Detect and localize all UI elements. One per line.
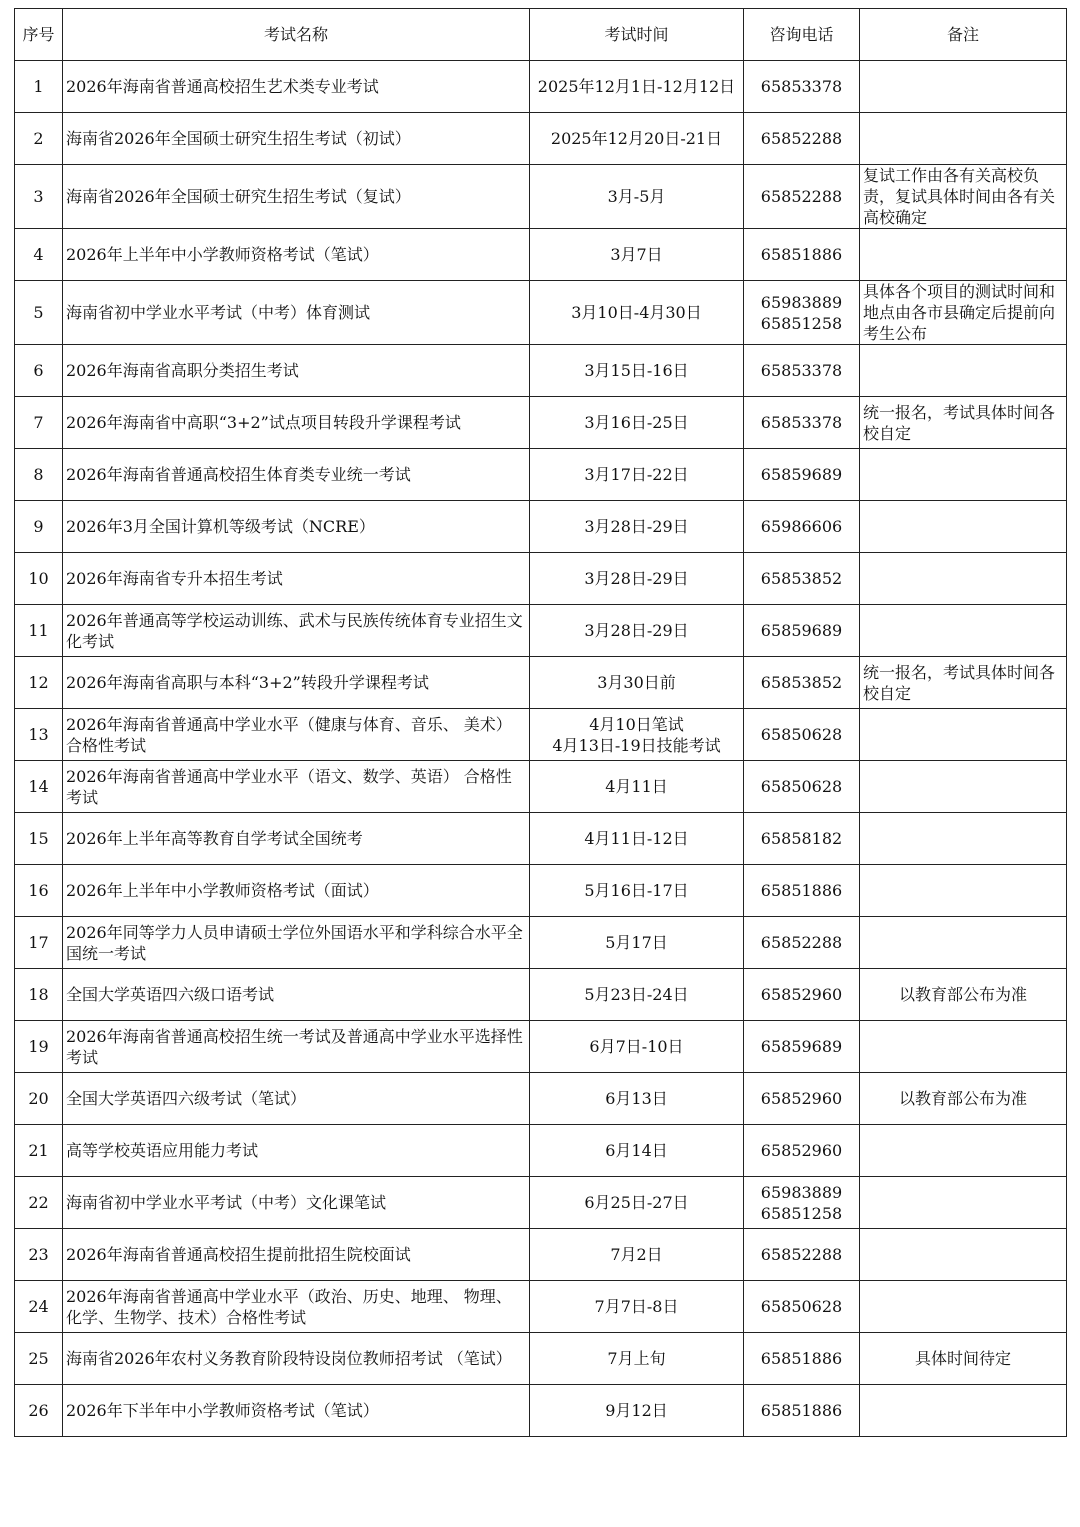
contact-phone-text: 65850628: [760, 725, 843, 744]
exam-note-text: 统一报名，考试具体时间各校自定: [863, 402, 1056, 443]
row-number-text: 21: [28, 1141, 49, 1160]
exam-time: [530, 1073, 744, 1125]
exam-time-text: 5月16日-17日: [584, 881, 689, 900]
exam-time-text: 9月12日: [605, 1401, 668, 1420]
exam-time-text: 6月25日-27日: [584, 1193, 689, 1212]
exam-time: [530, 553, 744, 605]
exam-note: [860, 113, 1067, 165]
contact-phone: [744, 605, 860, 657]
row-number-text: 17: [28, 933, 49, 952]
table-row: [15, 61, 1067, 113]
exam-name-text: 2026年海南省普通高校招生提前批招生院校面试: [66, 1245, 411, 1264]
exam-name: [63, 345, 530, 397]
contact-phone-text: 65986606: [760, 517, 843, 536]
exam-note: [860, 1073, 1067, 1125]
table-row: [15, 1021, 1067, 1073]
exam-name: [63, 113, 530, 165]
exam-name: [63, 709, 530, 761]
exam-name-text: 海南省初中学业水平考试（中考）文化课笔试: [66, 1193, 387, 1212]
contact-phone-text: 65850628: [760, 777, 843, 796]
contact-phone: [744, 397, 860, 449]
exam-time: [530, 1385, 744, 1437]
contact-phone-text: 65851886: [760, 1401, 843, 1420]
table-row: [15, 1385, 1067, 1437]
row-number-text: 7: [33, 413, 44, 432]
row-number: [15, 657, 63, 709]
exam-note: [860, 449, 1067, 501]
exam-name: [63, 553, 530, 605]
table-row: [15, 229, 1067, 281]
exam-note: [860, 61, 1067, 113]
row-number-text: 23: [28, 1245, 49, 1264]
exam-time: [530, 1125, 744, 1177]
exam-schedule-table: [14, 8, 1067, 1437]
exam-name: [63, 1385, 530, 1437]
exam-name-text: 2026年海南省专升本招生考试: [66, 569, 283, 588]
row-number: [15, 1229, 63, 1281]
table-row: [15, 1281, 1067, 1333]
contact-phone: [744, 1021, 860, 1073]
table-row: [15, 1073, 1067, 1125]
table-row: [15, 281, 1067, 345]
exam-name-text: 海南省2026年全国硕士研究生招生考试（初试）: [66, 129, 411, 148]
exam-time-text: 2025年12月20日-21日: [550, 129, 723, 148]
table-row: [15, 657, 1067, 709]
contact-phone-text: 65850628: [760, 1297, 843, 1316]
table-row: [15, 165, 1067, 229]
exam-time-text: 4月10日笔试: [589, 714, 684, 734]
exam-name: [63, 1125, 530, 1177]
contact-phone: [744, 813, 860, 865]
exam-time-text: 7月2日: [610, 1245, 663, 1264]
row-number-text: 25: [28, 1349, 49, 1368]
exam-name: [63, 813, 530, 865]
row-number-text: 26: [28, 1401, 49, 1420]
exam-name-text: 2026年海南省普通高中学业水平（政治、历史、地理、 物理、化学、生物学、技术）合格性考试: [66, 1286, 512, 1327]
table-row: [15, 761, 1067, 813]
row-number-text: 6: [33, 361, 44, 380]
row-number: [15, 813, 63, 865]
exam-name: [63, 1333, 530, 1385]
exam-note: [860, 1333, 1067, 1385]
row-number-text: 22: [28, 1193, 49, 1212]
contact-phone: [744, 1177, 860, 1229]
exam-note: [860, 1229, 1067, 1281]
table-row: [15, 449, 1067, 501]
row-number-text: 8: [33, 465, 44, 484]
contact-phone: [744, 865, 860, 917]
contact-phone: [744, 761, 860, 813]
exam-time-text: 7月7日-8日: [594, 1297, 679, 1316]
exam-name: [63, 61, 530, 113]
exam-name-text: 2026年海南省普通高中学业水平（语文、数学、英语） 合格性考试: [66, 766, 512, 807]
row-number: [15, 345, 63, 397]
exam-note: [860, 165, 1067, 229]
row-number: [15, 605, 63, 657]
exam-name: [63, 657, 530, 709]
row-number-text: 13: [28, 725, 49, 744]
exam-time-text: 5月23日-24日: [584, 985, 689, 1004]
exam-note: [860, 1281, 1067, 1333]
contact-phone-text: 65851886: [760, 881, 843, 900]
contact-phone-text: 65852960: [760, 1089, 843, 1108]
contact-phone: [744, 553, 860, 605]
exam-note-text: 统一报名，考试具体时间各校自定: [863, 662, 1056, 703]
exam-time: [530, 605, 744, 657]
contact-phone: [744, 113, 860, 165]
exam-time-text: 3月17日-22日: [584, 465, 689, 484]
row-number-text: 11: [28, 621, 49, 640]
exam-time: [530, 165, 744, 229]
contact-phone-text: 65853852: [760, 569, 843, 588]
contact-phone: [744, 345, 860, 397]
exam-time: [530, 397, 744, 449]
exam-time-text: 4月11日-12日: [584, 829, 689, 848]
exam-note: [860, 969, 1067, 1021]
exam-note: [860, 229, 1067, 281]
exam-time-text: 6月7日-10日: [589, 1037, 684, 1056]
table-row: [15, 345, 1067, 397]
exam-name-text: 2026年普通高等学校运动训练、武术与民族传统体育专业招生文化考试: [66, 610, 523, 651]
exam-name-text: 2026年海南省普通高校招生统一考试及普通高中学业水平选择性考试: [66, 1026, 523, 1067]
row-number: [15, 865, 63, 917]
header-exam-time: 考试时间: [530, 9, 744, 61]
exam-time-text: 3月30日前: [597, 673, 676, 692]
contact-phone: [744, 281, 860, 345]
exam-name: [63, 397, 530, 449]
row-number: [15, 917, 63, 969]
exam-note: [860, 709, 1067, 761]
exam-time: [530, 865, 744, 917]
contact-phone-text: 65853378: [760, 413, 843, 432]
exam-name: [63, 865, 530, 917]
exam-time-text: 5月17日: [605, 933, 668, 952]
exam-time-text: 2025年12月1日-12月12日: [537, 77, 736, 96]
exam-note-text: 以教育部公布为准: [898, 1089, 1027, 1108]
header-note: 备注: [860, 9, 1067, 61]
contact-phone: [744, 501, 860, 553]
row-number: [15, 709, 63, 761]
contact-phone-text: 65851886: [760, 245, 843, 264]
exam-time: [530, 657, 744, 709]
contact-phone: [744, 917, 860, 969]
row-number: [15, 1125, 63, 1177]
contact-phone-text: 65853378: [760, 77, 843, 96]
contact-phone-text: 65859689: [760, 1037, 843, 1056]
row-number: [15, 1177, 63, 1229]
exam-time: [530, 345, 744, 397]
row-number-text: 9: [33, 517, 44, 536]
exam-name: [63, 761, 530, 813]
row-number-text: 19: [28, 1037, 49, 1056]
row-number: [15, 113, 63, 165]
contact-phone: [744, 1333, 860, 1385]
table-row: [15, 709, 1067, 761]
exam-time: [530, 813, 744, 865]
exam-note: [860, 1385, 1067, 1437]
exam-note: [860, 917, 1067, 969]
contact-phone: [744, 1281, 860, 1333]
table-row: [15, 865, 1067, 917]
contact-phone-text: 65852960: [760, 985, 843, 1004]
exam-note-text: 复试工作由各有关高校负责，复试具体时间由各有关高校确定: [863, 166, 1056, 227]
table-row: [15, 397, 1067, 449]
header-row: [15, 9, 1067, 61]
row-number-text: 15: [28, 829, 49, 848]
exam-name-text: 全国大学英语四六级口语考试: [66, 985, 275, 1004]
exam-note-text: 具体时间待定: [914, 1349, 1011, 1368]
exam-name-text: 2026年海南省中高职“3+2”试点项目转段升学课程考试: [66, 413, 461, 432]
exam-note: [860, 813, 1067, 865]
exam-name-text: 2026年下半年中小学教师资格考试（笔试）: [66, 1401, 379, 1420]
row-number-text: 10: [28, 569, 49, 588]
contact-phone: [744, 969, 860, 1021]
exam-name: [63, 1021, 530, 1073]
header-phone: 咨询电话: [744, 9, 860, 61]
exam-time: [530, 229, 744, 281]
header-exam-name: 考试名称: [63, 9, 530, 61]
exam-note: [860, 865, 1067, 917]
table-row: [15, 113, 1067, 165]
row-number-text: 1: [33, 77, 44, 96]
row-number: [15, 449, 63, 501]
table-row: [15, 1125, 1067, 1177]
contact-phone-text: 65851258: [760, 313, 843, 333]
row-number-text: 5: [33, 303, 44, 322]
contact-phone: [744, 1229, 860, 1281]
exam-time: [530, 501, 744, 553]
exam-time-text: 3月28日-29日: [584, 621, 689, 640]
exam-name-text: 海南省2026年农村义务教育阶段特设岗位教师招考试 （笔试）: [66, 1349, 512, 1368]
exam-name-text: 全国大学英语四六级考试（笔试）: [66, 1089, 307, 1108]
contact-phone-text: 65859689: [760, 621, 843, 640]
contact-phone-text: 65858182: [760, 829, 843, 848]
contact-phone: [744, 61, 860, 113]
exam-name-text: 海南省初中学业水平考试（中考）体育测试: [66, 303, 371, 322]
exam-time: [530, 917, 744, 969]
row-number: [15, 553, 63, 605]
exam-time: [530, 709, 744, 761]
exam-name: [63, 165, 530, 229]
exam-time-text: 3月16日-25日: [584, 413, 689, 432]
table-row: [15, 605, 1067, 657]
contact-phone-text: 65851258: [760, 1203, 843, 1223]
exam-time: [530, 761, 744, 813]
exam-time: [530, 1333, 744, 1385]
exam-time: [530, 1229, 744, 1281]
contact-phone: [744, 229, 860, 281]
exam-name: [63, 281, 530, 345]
contact-phone: [744, 1385, 860, 1437]
contact-phone-text: 65983889: [760, 292, 843, 312]
row-number-text: 3: [33, 187, 44, 206]
exam-note-text: 以教育部公布为准: [898, 985, 1027, 1004]
exam-name-text: 2026年3月全国计算机等级考试（NCRE）: [66, 517, 375, 536]
table-row: [15, 1229, 1067, 1281]
exam-time-text: 3月15日-16日: [584, 361, 689, 380]
table-row: [15, 501, 1067, 553]
table-row: [15, 813, 1067, 865]
row-number: [15, 1073, 63, 1125]
exam-name-text: 2026年上半年高等教育自学考试全国统考: [66, 829, 363, 848]
exam-name: [63, 1177, 530, 1229]
table-row: [15, 553, 1067, 605]
table-row: [15, 969, 1067, 1021]
exam-note: [860, 1177, 1067, 1229]
exam-time: [530, 113, 744, 165]
table-row: [15, 1177, 1067, 1229]
exam-name: [63, 1229, 530, 1281]
contact-phone: [744, 657, 860, 709]
exam-name: [63, 969, 530, 1021]
contact-phone-text: 65852288: [760, 187, 843, 206]
exam-name-text: 高等学校英语应用能力考试: [66, 1141, 259, 1160]
exam-time: [530, 1281, 744, 1333]
exam-time: [530, 969, 744, 1021]
exam-name: [63, 229, 530, 281]
exam-name-text: 2026年海南省普通高中学业水平（健康与体育、音乐、 美术）合格性考试: [66, 714, 512, 755]
exam-time-text: 7月上旬: [607, 1349, 666, 1368]
row-number: [15, 165, 63, 229]
exam-name-text: 2026年海南省普通高校招生艺术类专业考试: [66, 77, 379, 96]
exam-name: [63, 605, 530, 657]
row-number: [15, 1333, 63, 1385]
contact-phone-text: 65852288: [760, 933, 843, 952]
contact-phone-text: 65853378: [760, 361, 843, 380]
contact-phone-text: 65851886: [760, 1349, 843, 1368]
row-number-text: 24: [28, 1297, 49, 1316]
contact-phone: [744, 1073, 860, 1125]
row-number-text: 12: [28, 673, 49, 692]
exam-time-text: 4月13日-19日技能考试: [552, 735, 721, 755]
row-number: [15, 281, 63, 345]
exam-time-text: 3月-5月: [607, 187, 666, 206]
row-number-text: 16: [28, 881, 49, 900]
exam-note: [860, 345, 1067, 397]
row-number-text: 20: [28, 1089, 49, 1108]
exam-note: [860, 501, 1067, 553]
exam-name: [63, 449, 530, 501]
exam-name-text: 2026年海南省高职分类招生考试: [66, 361, 299, 380]
table-row: [15, 917, 1067, 969]
exam-note: [860, 553, 1067, 605]
contact-phone: [744, 165, 860, 229]
exam-name-text: 2026年海南省普通高校招生体育类专业统一考试: [66, 465, 411, 484]
exam-time-text: 6月14日: [605, 1141, 668, 1160]
exam-name-text: 2026年上半年中小学教师资格考试（笔试）: [66, 245, 379, 264]
exam-note: [860, 605, 1067, 657]
row-number: [15, 1385, 63, 1437]
exam-name: [63, 1073, 530, 1125]
exam-note: [860, 761, 1067, 813]
exam-time: [530, 61, 744, 113]
row-number: [15, 1021, 63, 1073]
exam-time-text: 3月28日-29日: [584, 517, 689, 536]
exam-name-text: 2026年海南省高职与本科“3+2”转段升学课程考试: [66, 673, 429, 692]
row-number: [15, 61, 63, 113]
contact-phone-text: 65852288: [760, 129, 843, 148]
exam-note: [860, 1125, 1067, 1177]
contact-phone-text: 65983889: [760, 1182, 843, 1202]
exam-time-text: 3月28日-29日: [584, 569, 689, 588]
row-number: [15, 229, 63, 281]
contact-phone-text: 65859689: [760, 465, 843, 484]
row-number: [15, 397, 63, 449]
exam-name-text: 海南省2026年全国硕士研究生招生考试（复试）: [66, 187, 411, 206]
contact-phone: [744, 449, 860, 501]
row-number-text: 2: [33, 129, 44, 148]
exam-name: [63, 501, 530, 553]
exam-name: [63, 1281, 530, 1333]
row-number-text: 4: [33, 245, 44, 264]
exam-time: [530, 281, 744, 345]
contact-phone: [744, 1125, 860, 1177]
exam-time: [530, 449, 744, 501]
contact-phone-text: 65853852: [760, 673, 843, 692]
row-number-text: 18: [28, 985, 49, 1004]
exam-time: [530, 1021, 744, 1073]
contact-phone-text: 65852288: [760, 1245, 843, 1264]
header-no: 序号: [15, 9, 63, 61]
exam-name-text: 2026年同等学力人员申请硕士学位外国语水平和学科综合水平全国统一考试: [66, 922, 523, 963]
exam-name-text: 2026年上半年中小学教师资格考试（面试）: [66, 881, 379, 900]
exam-name: [63, 917, 530, 969]
table-row: [15, 1333, 1067, 1385]
row-number: [15, 761, 63, 813]
exam-time: [530, 1177, 744, 1229]
exam-note: [860, 1021, 1067, 1073]
contact-phone: [744, 709, 860, 761]
exam-note-text: 具体各个项目的测试时间和地点由各市县确定后提前向考生公布: [863, 282, 1056, 343]
exam-time-text: 3月10日-4月30日: [571, 303, 702, 322]
row-number-text: 14: [28, 777, 49, 796]
contact-phone-text: 65852960: [760, 1141, 843, 1160]
exam-note: [860, 657, 1067, 709]
exam-time-text: 4月11日: [605, 777, 668, 796]
row-number: [15, 969, 63, 1021]
exam-time-text: 6月13日: [605, 1089, 668, 1108]
exam-note: [860, 397, 1067, 449]
exam-note: [860, 281, 1067, 345]
row-number: [15, 501, 63, 553]
row-number: [15, 1281, 63, 1333]
exam-time-text: 3月7日: [610, 245, 663, 264]
